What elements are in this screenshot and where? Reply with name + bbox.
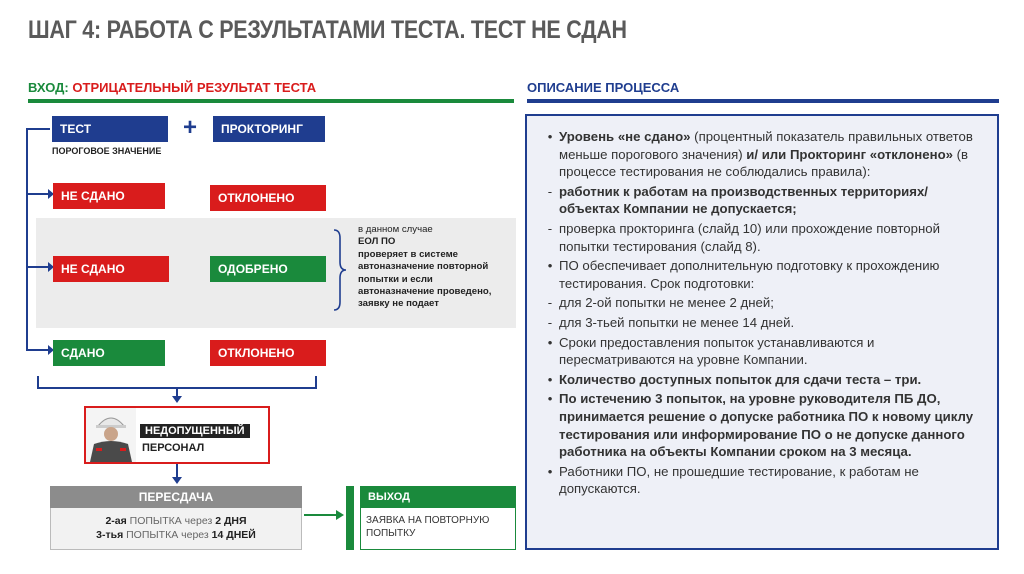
row2-not-passed: НЕ СДАНО <box>53 256 169 282</box>
row2-approved: ОДОБРЕНО <box>210 256 326 282</box>
threshold-label: ПОРОГОВОЕ ЗНАЧЕНИЕ <box>52 146 162 156</box>
description-item <box>541 371 983 389</box>
description-text-part: для 2-ой попытки не менее 2 дней; <box>559 295 774 311</box>
description-text <box>559 257 983 292</box>
description-text-part: для 3-тьей попытки не менее 14 дней. <box>559 314 795 330</box>
description-item <box>541 334 983 369</box>
process-description <box>525 114 999 550</box>
right-header-underline <box>527 99 999 103</box>
output-accent <box>346 486 354 550</box>
description-text-part: Уровень «не сдано» <box>559 129 691 144</box>
description-text-part: работник к работам на производственных территориях/ объектах Компании не допускается; <box>559 183 928 217</box>
retake-title: ПЕРЕСДАЧА <box>50 486 302 508</box>
arrow-right-icon <box>304 508 346 522</box>
description-text-part: Количество доступных попыток для сдачи теста – три. <box>559 371 922 387</box>
worker-icon <box>86 408 136 462</box>
description-text-part: (процентный показатель правильных ответов меньше порогового значения) <box>559 129 973 162</box>
description-text-part: Сроки предоставления попыток устанавливаются и пересматриваются на уровне Компании. <box>559 334 875 368</box>
description-item <box>541 294 983 312</box>
bullet-marker: • <box>547 129 553 144</box>
description-item <box>541 183 983 218</box>
description-text <box>559 334 983 369</box>
description-text <box>559 371 983 389</box>
arrow-down-icon <box>170 464 184 486</box>
unadmitted-label-2: ПЕРСОНАЛ <box>142 442 205 454</box>
description-text <box>559 220 983 255</box>
description-text <box>559 128 983 181</box>
description-text-part: ПО обеспечивает дополнительную подготовку к прохождению тестирования. Срок подготовки: <box>559 258 940 291</box>
bullet-marker: • <box>547 334 553 350</box>
bullet-marker: - <box>547 220 553 236</box>
description-text-part: По истечению 3 попыток, на уровне руководителя ПБ ДО, принимается решение о допуске работника ПО к новому циклу тестирования или информирование ПО о не допуске данного работника на объекты Компании сроком на 3 месяца. <box>559 391 974 460</box>
input-prefix: ВХОД: <box>28 80 69 95</box>
description-item <box>541 128 983 181</box>
test-box: ТЕСТ <box>52 116 168 142</box>
connector-arrows <box>26 186 54 361</box>
left-section-header <box>28 80 316 95</box>
row3-rejected: ОТКЛОНЕНО <box>210 340 326 366</box>
bullet-marker: - <box>547 314 553 330</box>
description-item <box>541 463 983 498</box>
retake-lines: 2-ая ПОПЫТКА через 2 ДНЯ 3-тья ПОПЫТКА через 14 ДНЕЙ <box>96 515 256 541</box>
row1-rejected: ОТКЛОНЕНО <box>210 185 326 211</box>
approved-note: в данном случае ЕОЛ ПО проверяет в системе автоназначение повторной попытки и если автоназначение проведено, заявку не подает <box>358 224 492 310</box>
bullet-marker: - <box>547 183 553 199</box>
proctoring-box: ПРОКТОРИНГ <box>213 116 325 142</box>
description-item <box>541 257 983 292</box>
output-text: ЗАЯВКА НА ПОВТОРНУЮ ПОПЫТКУ <box>366 515 490 539</box>
input-text: ОТРИЦАТЕЛЬНЫЙ РЕЗУЛЬТАТ ТЕСТА <box>72 80 317 95</box>
description-text-part: (в процессе тестирования не соблюдались правила): <box>559 146 969 180</box>
bullet-marker: - <box>547 295 553 311</box>
row3-passed: СДАНО <box>53 340 165 366</box>
left-header-underline <box>28 99 514 103</box>
description-text <box>559 314 983 332</box>
description-item <box>541 390 983 460</box>
description-item <box>541 220 983 255</box>
bullet-marker: • <box>547 463 553 479</box>
description-text-part: проверка прокторинга (слайд 10) или прохождение повторной попытки тестирования (слайд 8). <box>559 220 940 254</box>
bullet-marker: • <box>547 391 553 407</box>
plus-icon: + <box>183 114 198 141</box>
bullet-marker: • <box>547 371 553 387</box>
bullet-marker: • <box>547 258 553 274</box>
description-text-part: Работники ПО, не прошедшие тестирование, к работам не допускаются. <box>559 463 919 497</box>
output-title: ВЫХОД <box>360 486 516 508</box>
page-title: ШАГ 4: РАБОТА С РЕЗУЛЬТАТАМИ ТЕСТА. ТЕСТ НЕ СДАН <box>28 16 627 44</box>
connector-top <box>26 128 50 130</box>
description-item <box>541 314 983 332</box>
description-text-part: и/ или Прокторинг «отклонено» <box>746 146 953 162</box>
brace-icon <box>330 228 348 312</box>
row1-not-passed: НЕ СДАНО <box>53 183 165 209</box>
unadmitted-label-1: НЕДОПУЩЕННЫЙ <box>140 424 250 438</box>
description-text <box>559 183 983 218</box>
bottom-bracket <box>36 374 326 404</box>
description-text <box>559 390 983 460</box>
description-text <box>559 294 983 312</box>
description-text <box>559 463 983 498</box>
right-section-header: ОПИСАНИЕ ПРОЦЕССА <box>527 80 680 95</box>
